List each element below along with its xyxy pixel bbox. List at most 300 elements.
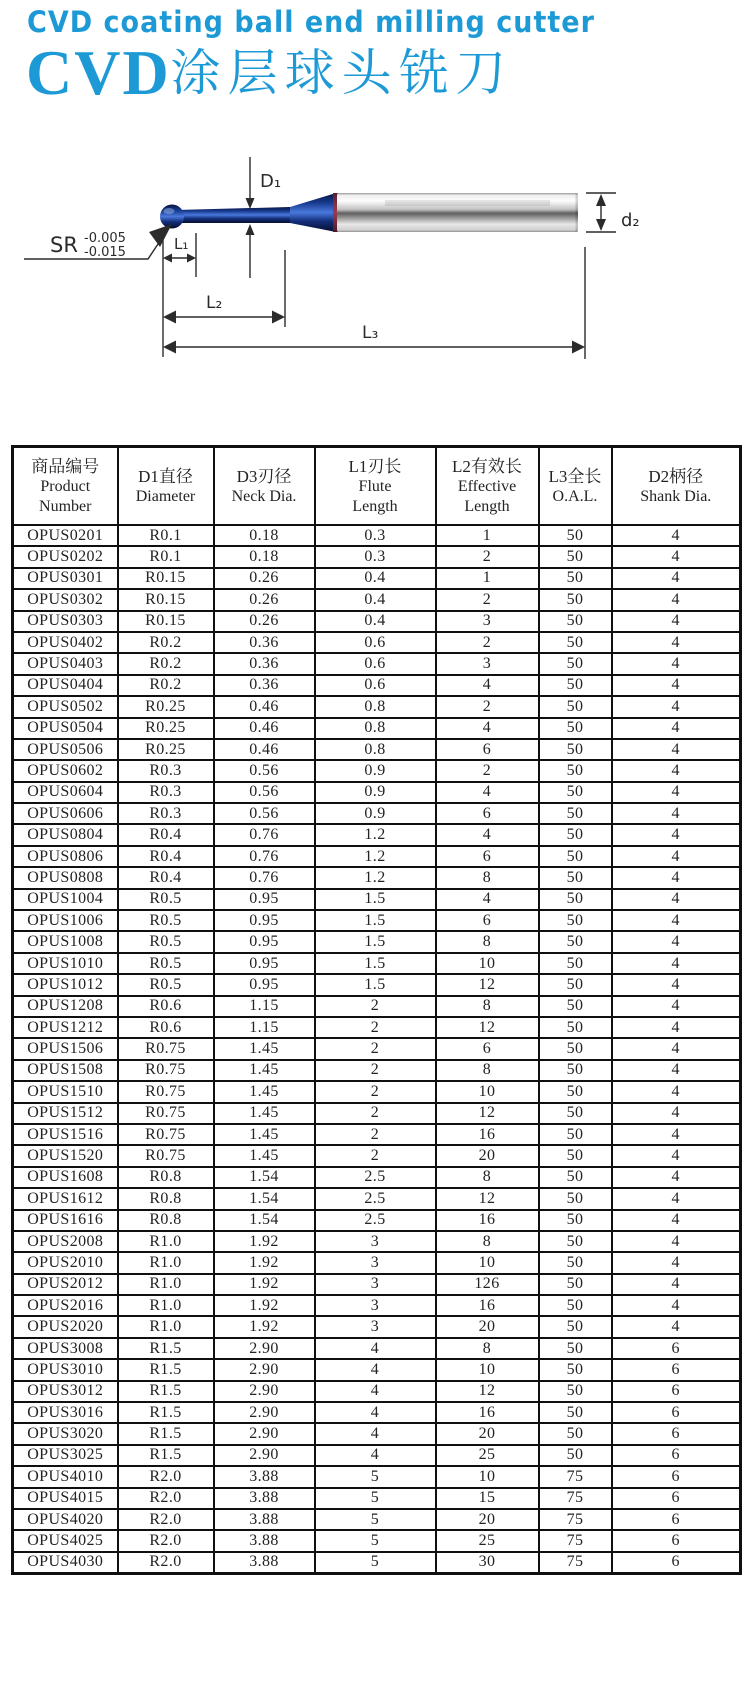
cell-l3_oal: 50 bbox=[539, 1210, 612, 1231]
cutter-ball-tip bbox=[160, 205, 184, 229]
cell-l1_flute_length: 0.8 bbox=[315, 739, 436, 760]
cell-l1_flute_length: 0.9 bbox=[315, 782, 436, 803]
cell-l2_effective_length: 30 bbox=[436, 1552, 539, 1574]
col-header-l1_flute_length bbox=[315, 447, 436, 526]
cell-l3_oal: 50 bbox=[539, 1402, 612, 1423]
cell-l1_flute_length: 2.5 bbox=[315, 1188, 436, 1209]
cell-d2_shank_dia: 6 bbox=[612, 1488, 741, 1509]
table-row bbox=[13, 653, 741, 674]
col-header-zh: D3刃径 bbox=[236, 466, 292, 486]
cell-d1_diameter: R0.5 bbox=[118, 931, 214, 952]
title-cvd-prefix: CVD bbox=[26, 37, 171, 108]
cell-l3_oal: 50 bbox=[539, 1295, 612, 1316]
col-header-en: Number bbox=[39, 497, 92, 515]
shank-laser-marking bbox=[385, 200, 550, 206]
cell-l1_flute_length: 4 bbox=[315, 1402, 436, 1423]
cell-d1_diameter: R0.4 bbox=[118, 846, 214, 867]
cell-d3_neck_dia: 0.76 bbox=[214, 846, 315, 867]
cell-l3_oal: 50 bbox=[539, 1359, 612, 1380]
cell-d1_diameter: R1.0 bbox=[118, 1295, 214, 1316]
cell-l1_flute_length: 0.4 bbox=[315, 611, 436, 632]
cell-l3_oal: 50 bbox=[539, 653, 612, 674]
cell-l1_flute_length: 0.4 bbox=[315, 589, 436, 610]
cell-l1_flute_length: 2 bbox=[315, 1145, 436, 1166]
cell-l3_oal: 50 bbox=[539, 1381, 612, 1402]
cell-product_number: OPUS4025 bbox=[13, 1530, 118, 1551]
cell-d3_neck_dia: 0.36 bbox=[214, 653, 315, 674]
cell-product_number: OPUS0806 bbox=[13, 846, 118, 867]
shank-end-edge bbox=[576, 193, 579, 232]
cell-l2_effective_length: 4 bbox=[436, 782, 539, 803]
cell-d1_diameter: R2.0 bbox=[118, 1552, 214, 1574]
table-row bbox=[13, 675, 741, 696]
page-title-chinese bbox=[26, 36, 513, 110]
cell-l3_oal: 50 bbox=[539, 589, 612, 610]
cell-l3_oal: 50 bbox=[539, 718, 612, 739]
cell-product_number: OPUS2020 bbox=[13, 1316, 118, 1337]
cell-product_number: OPUS0506 bbox=[13, 739, 118, 760]
cell-d2_shank_dia: 6 bbox=[612, 1530, 741, 1551]
cell-product_number: OPUS3025 bbox=[13, 1445, 118, 1466]
cell-product_number: OPUS1212 bbox=[13, 1017, 118, 1038]
cell-d1_diameter: R0.15 bbox=[118, 611, 214, 632]
cell-l2_effective_length: 15 bbox=[436, 1488, 539, 1509]
cell-l1_flute_length: 0.8 bbox=[315, 696, 436, 717]
cell-d2_shank_dia: 4 bbox=[612, 589, 741, 610]
cell-l3_oal: 75 bbox=[539, 1488, 612, 1509]
cell-d2_shank_dia: 4 bbox=[612, 1103, 741, 1124]
cell-l1_flute_length: 1.5 bbox=[315, 910, 436, 931]
cell-l1_flute_length: 4 bbox=[315, 1359, 436, 1380]
cell-l3_oal: 50 bbox=[539, 931, 612, 952]
cell-l2_effective_length: 20 bbox=[436, 1145, 539, 1166]
cell-l2_effective_length: 20 bbox=[436, 1509, 539, 1530]
cell-product_number: OPUS3016 bbox=[13, 1402, 118, 1423]
cell-d3_neck_dia: 0.76 bbox=[214, 824, 315, 845]
cell-d2_shank_dia: 6 bbox=[612, 1466, 741, 1487]
cell-d3_neck_dia: 2.90 bbox=[214, 1423, 315, 1444]
cell-l2_effective_length: 16 bbox=[436, 1402, 539, 1423]
cell-d2_shank_dia: 4 bbox=[612, 1124, 741, 1145]
table-row bbox=[13, 1210, 741, 1231]
cell-l2_effective_length: 1 bbox=[436, 525, 539, 546]
cell-l1_flute_length: 1.5 bbox=[315, 953, 436, 974]
cell-product_number: OPUS1506 bbox=[13, 1038, 118, 1059]
page-title-english: CVD coating ball end milling cutter bbox=[27, 6, 595, 40]
cell-l2_effective_length: 2 bbox=[436, 632, 539, 653]
cell-l3_oal: 50 bbox=[539, 568, 612, 589]
cell-product_number: OPUS2008 bbox=[13, 1231, 118, 1252]
cell-product_number: OPUS1012 bbox=[13, 974, 118, 995]
cell-l3_oal: 75 bbox=[539, 1466, 612, 1487]
cell-l2_effective_length: 126 bbox=[436, 1274, 539, 1295]
cell-l2_effective_length: 6 bbox=[436, 1038, 539, 1059]
cell-d3_neck_dia: 0.56 bbox=[214, 803, 315, 824]
table-row bbox=[13, 1060, 741, 1081]
cell-l2_effective_length: 8 bbox=[436, 1167, 539, 1188]
cell-l2_effective_length: 4 bbox=[436, 718, 539, 739]
cell-l3_oal: 50 bbox=[539, 974, 612, 995]
cell-d2_shank_dia: 4 bbox=[612, 1081, 741, 1102]
cell-d1_diameter: R0.15 bbox=[118, 568, 214, 589]
cell-l3_oal: 50 bbox=[539, 910, 612, 931]
cell-l3_oal: 50 bbox=[539, 632, 612, 653]
cell-l2_effective_length: 8 bbox=[436, 1338, 539, 1359]
col-header-en: O.A.L. bbox=[552, 488, 598, 506]
cell-d3_neck_dia: 1.92 bbox=[214, 1231, 315, 1252]
cell-d2_shank_dia: 4 bbox=[612, 718, 741, 739]
sr-leader-arrow bbox=[149, 224, 172, 247]
cell-d3_neck_dia: 0.26 bbox=[214, 611, 315, 632]
cell-d2_shank_dia: 4 bbox=[612, 568, 741, 589]
cell-product_number: OPUS1208 bbox=[13, 996, 118, 1017]
cell-l2_effective_length: 2 bbox=[436, 760, 539, 781]
table-row bbox=[13, 974, 741, 995]
cell-product_number: OPUS1004 bbox=[13, 889, 118, 910]
cell-l3_oal: 50 bbox=[539, 611, 612, 632]
cell-d3_neck_dia: 1.54 bbox=[214, 1210, 315, 1231]
col-header-en: Diameter bbox=[135, 488, 196, 506]
cell-l1_flute_length: 0.3 bbox=[315, 525, 436, 546]
cell-product_number: OPUS0404 bbox=[13, 675, 118, 696]
cell-product_number: OPUS2016 bbox=[13, 1295, 118, 1316]
cell-d3_neck_dia: 0.36 bbox=[214, 632, 315, 653]
cell-d2_shank_dia: 4 bbox=[612, 803, 741, 824]
cell-d1_diameter: R0.75 bbox=[118, 1038, 214, 1059]
cell-l3_oal: 50 bbox=[539, 1338, 612, 1359]
cell-l1_flute_length: 0.3 bbox=[315, 546, 436, 567]
table-row bbox=[13, 1274, 741, 1295]
col-header-zh: L1刃长 bbox=[348, 457, 402, 477]
cell-d2_shank_dia: 4 bbox=[612, 1145, 741, 1166]
cell-d1_diameter: R2.0 bbox=[118, 1530, 214, 1551]
cell-d1_diameter: R0.1 bbox=[118, 525, 214, 546]
cell-l1_flute_length: 2 bbox=[315, 1038, 436, 1059]
col-header-d2_shank_dia bbox=[612, 447, 741, 526]
cell-l2_effective_length: 20 bbox=[436, 1423, 539, 1444]
cell-d2_shank_dia: 4 bbox=[612, 1252, 741, 1273]
col-header-zh: L2有效长 bbox=[452, 457, 522, 477]
cell-d1_diameter: R0.3 bbox=[118, 782, 214, 803]
cell-l3_oal: 50 bbox=[539, 1188, 612, 1209]
cell-product_number: OPUS4020 bbox=[13, 1509, 118, 1530]
dim-label-l1: L₁ bbox=[174, 235, 189, 253]
cell-product_number: OPUS1006 bbox=[13, 910, 118, 931]
cell-l2_effective_length: 2 bbox=[436, 589, 539, 610]
cell-d3_neck_dia: 0.46 bbox=[214, 696, 315, 717]
cell-l3_oal: 50 bbox=[539, 760, 612, 781]
cell-d1_diameter: R1.5 bbox=[118, 1423, 214, 1444]
col-header-en: Neck Dia. bbox=[231, 488, 297, 506]
cell-d1_diameter: R0.8 bbox=[118, 1188, 214, 1209]
cell-product_number: OPUS1512 bbox=[13, 1103, 118, 1124]
d1-arrow-down bbox=[246, 198, 255, 209]
cell-d1_diameter: R2.0 bbox=[118, 1488, 214, 1509]
cell-product_number: OPUS0301 bbox=[13, 568, 118, 589]
cell-d2_shank_dia: 4 bbox=[612, 889, 741, 910]
cell-product_number: OPUS1616 bbox=[13, 1210, 118, 1231]
cell-d1_diameter: R0.75 bbox=[118, 1060, 214, 1081]
cell-d3_neck_dia: 0.46 bbox=[214, 718, 315, 739]
cell-d2_shank_dia: 4 bbox=[612, 675, 741, 696]
cell-l1_flute_length: 1.2 bbox=[315, 824, 436, 845]
cell-l2_effective_length: 6 bbox=[436, 910, 539, 931]
cell-l1_flute_length: 2 bbox=[315, 1103, 436, 1124]
cell-d1_diameter: R1.0 bbox=[118, 1252, 214, 1273]
cell-d3_neck_dia: 1.45 bbox=[214, 1103, 315, 1124]
cutter-taper bbox=[290, 193, 336, 232]
cell-l1_flute_length: 1.2 bbox=[315, 846, 436, 867]
cell-d3_neck_dia: 1.45 bbox=[214, 1124, 315, 1145]
cell-d2_shank_dia: 4 bbox=[612, 1295, 741, 1316]
sr-label: SR bbox=[50, 233, 78, 257]
cell-d3_neck_dia: 2.90 bbox=[214, 1381, 315, 1402]
table-row bbox=[13, 1338, 741, 1359]
cell-d1_diameter: R0.2 bbox=[118, 632, 214, 653]
cell-d1_diameter: R1.5 bbox=[118, 1445, 214, 1466]
cell-l1_flute_length: 0.9 bbox=[315, 760, 436, 781]
cell-d1_diameter: R0.4 bbox=[118, 867, 214, 888]
cell-d2_shank_dia: 6 bbox=[612, 1359, 741, 1380]
cell-d2_shank_dia: 4 bbox=[612, 611, 741, 632]
table-row bbox=[13, 1530, 741, 1551]
cell-l2_effective_length: 6 bbox=[436, 739, 539, 760]
cell-l2_effective_length: 4 bbox=[436, 675, 539, 696]
cell-l1_flute_length: 5 bbox=[315, 1466, 436, 1487]
cell-l1_flute_length: 4 bbox=[315, 1445, 436, 1466]
col-header-en: Shank Dia. bbox=[640, 488, 712, 506]
cell-d3_neck_dia: 1.92 bbox=[214, 1316, 315, 1337]
cell-product_number: OPUS0808 bbox=[13, 867, 118, 888]
col-header-zh: 商品编号 bbox=[31, 457, 100, 477]
cell-l1_flute_length: 5 bbox=[315, 1488, 436, 1509]
cell-d2_shank_dia: 4 bbox=[612, 632, 741, 653]
table-row bbox=[13, 1081, 741, 1102]
cell-d3_neck_dia: 3.88 bbox=[214, 1488, 315, 1509]
table-row bbox=[13, 1552, 741, 1574]
cell-l2_effective_length: 16 bbox=[436, 1210, 539, 1231]
header-row bbox=[13, 447, 741, 526]
cell-d2_shank_dia: 4 bbox=[612, 996, 741, 1017]
l3-arrow-left bbox=[163, 341, 176, 354]
ball-highlight bbox=[164, 208, 175, 214]
cell-d2_shank_dia: 4 bbox=[612, 782, 741, 803]
table-row bbox=[13, 1381, 741, 1402]
col-header-l2_effective_length bbox=[436, 447, 539, 526]
table-row bbox=[13, 546, 741, 567]
l2-arrow-left bbox=[163, 311, 176, 324]
cell-l1_flute_length: 2 bbox=[315, 1060, 436, 1081]
cell-d3_neck_dia: 0.95 bbox=[214, 910, 315, 931]
cell-l2_effective_length: 8 bbox=[436, 867, 539, 888]
cell-l3_oal: 50 bbox=[539, 782, 612, 803]
l1-arrow-right bbox=[187, 254, 196, 263]
cell-l1_flute_length: 4 bbox=[315, 1423, 436, 1444]
table-row bbox=[13, 1359, 741, 1380]
cell-l2_effective_length: 4 bbox=[436, 889, 539, 910]
cell-l1_flute_length: 2.5 bbox=[315, 1210, 436, 1231]
cell-d2_shank_dia: 4 bbox=[612, 910, 741, 931]
table-row bbox=[13, 1145, 741, 1166]
cell-l3_oal: 50 bbox=[539, 867, 612, 888]
table-row bbox=[13, 953, 741, 974]
table-row bbox=[13, 589, 741, 610]
table-row bbox=[13, 760, 741, 781]
tool-diagram bbox=[0, 135, 750, 365]
cell-d1_diameter: R2.0 bbox=[118, 1466, 214, 1487]
cell-l1_flute_length: 2 bbox=[315, 1081, 436, 1102]
cell-d1_diameter: R0.75 bbox=[118, 1081, 214, 1102]
cell-l3_oal: 50 bbox=[539, 1038, 612, 1059]
cell-product_number: OPUS2010 bbox=[13, 1252, 118, 1273]
cell-l3_oal: 50 bbox=[539, 1145, 612, 1166]
cell-l2_effective_length: 1 bbox=[436, 568, 539, 589]
cell-d3_neck_dia: 0.95 bbox=[214, 974, 315, 995]
l1-arrow-left bbox=[163, 254, 172, 263]
cell-d2_shank_dia: 4 bbox=[612, 974, 741, 995]
col-header-en: Flute bbox=[358, 478, 392, 496]
table-row bbox=[13, 782, 741, 803]
cell-l3_oal: 50 bbox=[539, 846, 612, 867]
cell-d2_shank_dia: 4 bbox=[612, 1231, 741, 1252]
cell-d2_shank_dia: 4 bbox=[612, 696, 741, 717]
cell-l2_effective_length: 3 bbox=[436, 611, 539, 632]
cell-d1_diameter: R0.2 bbox=[118, 653, 214, 674]
cell-product_number: OPUS0804 bbox=[13, 824, 118, 845]
cell-d1_diameter: R0.25 bbox=[118, 739, 214, 760]
cell-l3_oal: 50 bbox=[539, 1274, 612, 1295]
cell-l2_effective_length: 2 bbox=[436, 546, 539, 567]
cell-l3_oal: 50 bbox=[539, 1231, 612, 1252]
cell-d2_shank_dia: 4 bbox=[612, 760, 741, 781]
cell-d2_shank_dia: 4 bbox=[612, 867, 741, 888]
cell-d1_diameter: R1.5 bbox=[118, 1359, 214, 1380]
cell-d2_shank_dia: 4 bbox=[612, 653, 741, 674]
cell-d1_diameter: R0.3 bbox=[118, 760, 214, 781]
cell-product_number: OPUS0502 bbox=[13, 696, 118, 717]
cell-d1_diameter: R0.3 bbox=[118, 803, 214, 824]
cell-d1_diameter: R0.5 bbox=[118, 910, 214, 931]
cell-d3_neck_dia: 2.90 bbox=[214, 1402, 315, 1423]
cell-product_number: OPUS2012 bbox=[13, 1274, 118, 1295]
table-row bbox=[13, 1188, 741, 1209]
cell-d3_neck_dia: 0.56 bbox=[214, 760, 315, 781]
cell-d1_diameter: R0.5 bbox=[118, 953, 214, 974]
cell-l3_oal: 50 bbox=[539, 803, 612, 824]
cell-l1_flute_length: 4 bbox=[315, 1381, 436, 1402]
cell-d2_shank_dia: 6 bbox=[612, 1552, 741, 1574]
cell-d3_neck_dia: 0.76 bbox=[214, 867, 315, 888]
table-row bbox=[13, 632, 741, 653]
cell-l3_oal: 50 bbox=[539, 1252, 612, 1273]
table-row bbox=[13, 1316, 741, 1337]
cell-d2_shank_dia: 4 bbox=[612, 824, 741, 845]
cell-l1_flute_length: 0.8 bbox=[315, 718, 436, 739]
table-row bbox=[13, 1445, 741, 1466]
spec-table bbox=[11, 445, 742, 1575]
cell-d1_diameter: R0.8 bbox=[118, 1210, 214, 1231]
cell-d3_neck_dia: 0.36 bbox=[214, 675, 315, 696]
cell-d3_neck_dia: 3.88 bbox=[214, 1530, 315, 1551]
table-row bbox=[13, 1252, 741, 1273]
cell-product_number: OPUS1608 bbox=[13, 1167, 118, 1188]
cell-l1_flute_length: 1.5 bbox=[315, 889, 436, 910]
cell-product_number: OPUS0602 bbox=[13, 760, 118, 781]
cell-l2_effective_length: 12 bbox=[436, 1381, 539, 1402]
cell-l2_effective_length: 12 bbox=[436, 1103, 539, 1124]
cell-l2_effective_length: 10 bbox=[436, 1252, 539, 1273]
table-row bbox=[13, 1167, 741, 1188]
cell-l1_flute_length: 4 bbox=[315, 1338, 436, 1359]
cell-l3_oal: 50 bbox=[539, 1103, 612, 1124]
cell-l3_oal: 50 bbox=[539, 696, 612, 717]
dimension-lines bbox=[24, 157, 640, 359]
cell-d3_neck_dia: 1.54 bbox=[214, 1188, 315, 1209]
cell-d3_neck_dia: 0.95 bbox=[214, 931, 315, 952]
table-row bbox=[13, 1231, 741, 1252]
cell-l1_flute_length: 5 bbox=[315, 1552, 436, 1574]
cell-l1_flute_length: 3 bbox=[315, 1231, 436, 1252]
cell-l2_effective_length: 12 bbox=[436, 1188, 539, 1209]
cutter-shank bbox=[337, 193, 578, 232]
cell-d2_shank_dia: 4 bbox=[612, 953, 741, 974]
cell-l2_effective_length: 10 bbox=[436, 953, 539, 974]
cell-d3_neck_dia: 1.92 bbox=[214, 1295, 315, 1316]
cell-d2_shank_dia: 4 bbox=[612, 1274, 741, 1295]
col-header-en: Effective bbox=[457, 478, 517, 496]
cell-l3_oal: 50 bbox=[539, 1081, 612, 1102]
cell-d3_neck_dia: 0.95 bbox=[214, 953, 315, 974]
table-row bbox=[13, 1038, 741, 1059]
cell-product_number: OPUS1520 bbox=[13, 1145, 118, 1166]
d2-arrow-down bbox=[596, 219, 606, 231]
table-row bbox=[13, 1402, 741, 1423]
table-row bbox=[13, 910, 741, 931]
cell-product_number: OPUS0403 bbox=[13, 653, 118, 674]
col-header-zh: L3全长 bbox=[548, 466, 602, 486]
cell-d1_diameter: R0.5 bbox=[118, 974, 214, 995]
cell-l1_flute_length: 0.4 bbox=[315, 568, 436, 589]
cell-d3_neck_dia: 0.18 bbox=[214, 546, 315, 567]
dim-label-l2: L₂ bbox=[206, 293, 223, 313]
table-row bbox=[13, 1423, 741, 1444]
cell-l1_flute_length: 2 bbox=[315, 996, 436, 1017]
cell-d3_neck_dia: 1.92 bbox=[214, 1252, 315, 1273]
sr-tolerance-upper: -0.005 bbox=[84, 231, 126, 246]
cell-l1_flute_length: 3 bbox=[315, 1295, 436, 1316]
cell-product_number: OPUS1510 bbox=[13, 1081, 118, 1102]
cell-d1_diameter: R0.25 bbox=[118, 718, 214, 739]
cell-d1_diameter: R0.2 bbox=[118, 675, 214, 696]
cell-l3_oal: 50 bbox=[539, 739, 612, 760]
cell-l1_flute_length: 1.5 bbox=[315, 974, 436, 995]
table-row bbox=[13, 1488, 741, 1509]
cell-d3_neck_dia: 1.45 bbox=[214, 1145, 315, 1166]
cell-d2_shank_dia: 6 bbox=[612, 1402, 741, 1423]
d1-arrow-up bbox=[246, 224, 255, 235]
cell-d2_shank_dia: 4 bbox=[612, 739, 741, 760]
cell-d1_diameter: R0.6 bbox=[118, 996, 214, 1017]
cell-product_number: OPUS1008 bbox=[13, 931, 118, 952]
cell-d2_shank_dia: 4 bbox=[612, 1038, 741, 1059]
table-row bbox=[13, 611, 741, 632]
col-header-product_number bbox=[13, 447, 118, 526]
cell-l1_flute_length: 5 bbox=[315, 1509, 436, 1530]
dim-label-l3: L₃ bbox=[362, 323, 379, 343]
cell-l1_flute_length: 1.5 bbox=[315, 931, 436, 952]
cell-d1_diameter: R1.5 bbox=[118, 1402, 214, 1423]
cell-product_number: OPUS0604 bbox=[13, 782, 118, 803]
